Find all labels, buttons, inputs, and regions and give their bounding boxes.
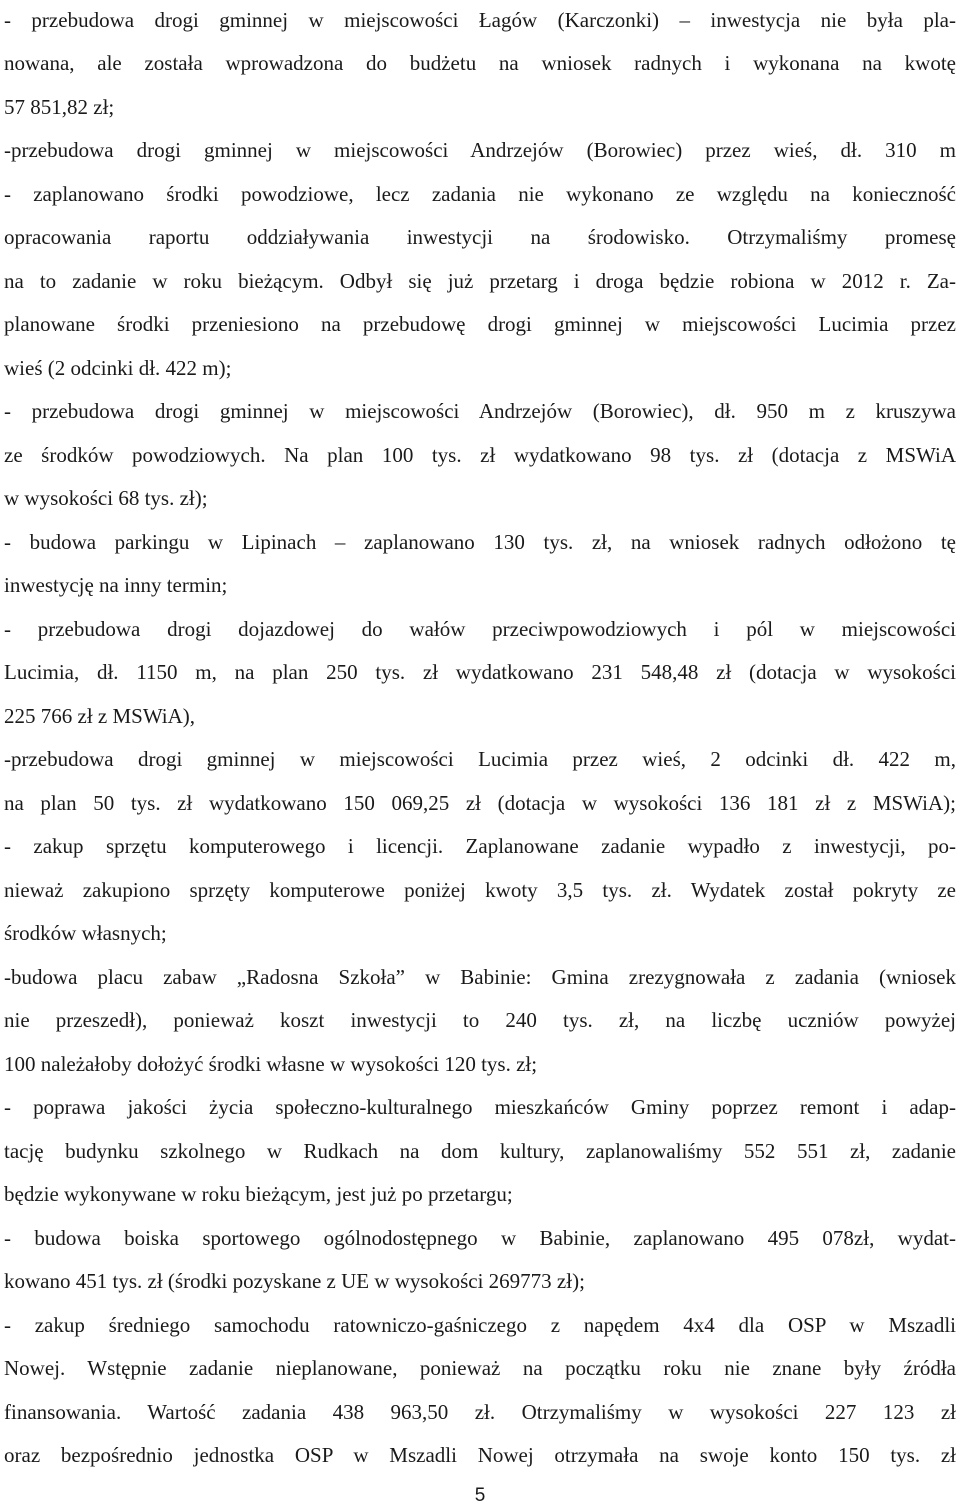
text-line: ze środków powodziowych. Na plan 100 tys. zł wydatkowano 98 tys. zł (dotacja z MSWiA — [4, 443, 956, 467]
text-line: finansowania. Wartość zadania 438 963,50 zł. Otrzymaliśmy w wysokości 227 123 zł — [4, 1400, 956, 1424]
text-line: - przebudowa drogi gminnej w miejscowości Łagów (Karczonki) – inwestycja nie była pla- — [4, 8, 956, 32]
text-line: - przebudowa drogi gminnej w miejscowości Andrzejów (Borowiec), dł. 950 m z kruszywa — [4, 399, 956, 423]
text-line: - budowa parkingu w Lipinach – zaplanowano 130 tys. zł, na wniosek radnych odłożono tę — [4, 530, 956, 554]
text-line: tację budynku szkolnego w Rudkach na dom kultury, zaplanowaliśmy 552 551 zł, zadanie — [4, 1139, 956, 1163]
text-line: nie przeszedł), ponieważ koszt inwestycji to 240 tys. zł, na liczbę uczniów powyżej — [4, 1008, 956, 1032]
text-line: kowano 451 tys. zł (środki pozyskane z UE w wysokości 269773 zł); — [4, 1269, 585, 1293]
text-line: nieważ zakupiono sprzęty komputerowe poniżej kwoty 3,5 tys. zł. Wydatek został pokryty ze — [4, 878, 956, 902]
text-line: opracowania raportu oddziaływania inwestycji na środowisko. Otrzymaliśmy promesę — [4, 225, 956, 249]
text-line: -budowa placu zabaw „Radosna Szkoła” w Babinie: Gmina zrezygnowała z zadania (wniosek — [4, 965, 956, 989]
text-line: 57 851,82 zł; — [4, 95, 115, 119]
page-number: 5 — [474, 1485, 486, 1506]
text-line: - zakup sprzętu komputerowego i licencji. Zaplanowane zadanie wypadło z inwestycji, po- — [4, 834, 956, 858]
text-line: w wysokości 68 tys. zł); — [4, 486, 208, 510]
text-line: - poprawa jakości życia społeczno-kulturalnego mieszkańców Gminy poprzez remont i adap- — [4, 1095, 956, 1119]
text-line: - przebudowa drogi dojazdowej do wałów przeciwpowodziowych i pól w miejscowości — [4, 617, 956, 641]
text-line: -przebudowa drogi gminnej w miejscowości Lucimia przez wieś, 2 odcinki dł. 422 m, — [4, 747, 956, 771]
text-line: Lucimia, dł. 1150 m, na plan 250 tys. zł wydatkowano 231 548,48 zł (dotacja w wysokości — [4, 660, 956, 684]
text-line: 225 766 zł z MSWiA), — [4, 704, 196, 728]
text-line: 100 należałoby dołożyć środki własne w wysokości 120 tys. zł; — [4, 1052, 538, 1076]
text-line: - zakup średniego samochodu ratowniczo-gaśniczego z napędem 4x4 dla OSP w Mszadli — [4, 1313, 956, 1337]
text-line: nowana, ale została wprowadzona do budżetu na wniosek radnych i wykonana na kwotę — [4, 51, 956, 75]
text-line: - budowa boiska sportowego ogólnodostępnego w Babinie, zaplanowano 495 078zł, wydat- — [4, 1226, 956, 1250]
text-line: - zaplanowano środki powodziowe, lecz zadania nie wykonano ze względu na konieczność — [4, 182, 956, 206]
text-line: wieś (2 odcinki dł. 422 m); — [4, 356, 232, 380]
text-line: -przebudowa drogi gminnej w miejscowości Andrzejów (Borowiec) przez wieś, dł. 310 m — [4, 138, 956, 162]
text-line: na to zadanie w roku bieżącym. Odbył się już przetarg i droga będzie robiona w 2012 r. Za- — [4, 269, 956, 293]
text-line: będzie wykonywane w roku bieżącym, jest już po przetargu; — [4, 1182, 513, 1206]
text-line: inwestycję na inny termin; — [4, 573, 228, 597]
text-line: środków własnych; — [4, 921, 167, 945]
text-line: planowane środki przeniesiono na przebudowę drogi gminnej w miejscowości Lucimia przez — [4, 312, 956, 336]
text-line: na plan 50 tys. zł wydatkowano 150 069,25 zł (dotacja w wysokości 136 181 zł z MSWiA); — [4, 791, 956, 815]
text-line: Nowej. Wstępnie zadanie nieplanowane, ponieważ na początku roku nie znane były źródła — [4, 1356, 956, 1380]
text-line: oraz bezpośrednio jednostka OSP w Mszadli Nowej otrzymała na swoje konto 150 tys. zł — [4, 1443, 956, 1467]
